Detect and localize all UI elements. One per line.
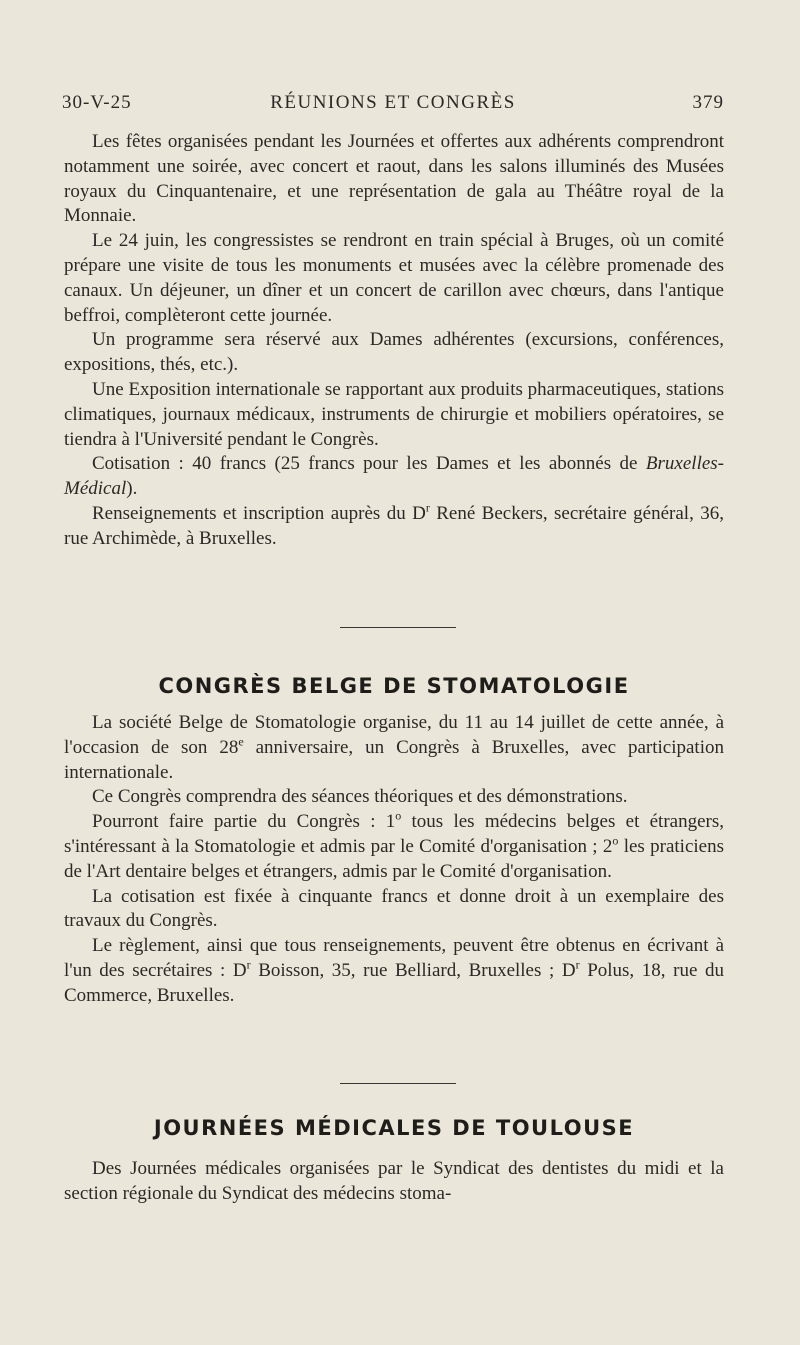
journal-title: Bruxelles-Médical bbox=[64, 453, 724, 500]
paragraph: Un programme sera réservé aux Dames adhérentes (excursions, conférences, expositions, thés, etc.). bbox=[64, 329, 724, 376]
paragraph-renseignements: Renseignements et inscription auprès du $D^r$ René Beckers, secrétaire général, 36, rue Archimède, à Bruxelles. bbox=[64, 500, 724, 549]
header-title: RÉUNIONS ET CONGRÈS bbox=[270, 92, 516, 113]
paragraph: La société Belge de Stomatologie organise, du 11 au 14 juillet de cette année, à l'occasion de son 28e anniversaire, un Congrès à Bruxelles, avec participation internationale. bbox=[64, 712, 724, 783]
section-divider bbox=[340, 627, 456, 628]
section-heading-toulouse: JOURNÉES MÉDICALES DE TOULOUSE bbox=[153, 1116, 635, 1140]
paragraph: Le règlement, ainsi que tous renseignements, peuvent être obtenus en écrivant à l'un des secrétaires : $D^r$ Boisson, 35, rue Belliard, Bruxelles ; $D^r$ Polus, 18, rue du Commerce, Bruxelles. bbox=[64, 935, 724, 1006]
section-divider bbox=[340, 1083, 456, 1084]
paragraph: Les fêtes organisées pendant les Journées et offertes aux adhérents comprendront notamment une soirée, avec concert et raout, dans les salons illuminés des Musées royaux du Cinquantenaire, et une représentation de gala au Théâtre royal de la Monnaie. bbox=[64, 131, 724, 227]
paragraph: Le 24 juin, les congressistes se rendront en train spécial à Bruges, où un comité prépare une visite de tous les monuments et musées avec la célèbre promenade des canaux. Un déjeuner, un dîner et un concert de carillon avec chœurs, dans l'antique beffroi, complèteront cette journée. bbox=[64, 230, 724, 326]
paragraph: Des Journées médicales organisées par le Syndicat des dentistes du midi et la section régionale du Syndicat des médecins stoma- bbox=[64, 1158, 724, 1204]
page-number: 379 bbox=[692, 92, 724, 113]
section-congres-stomatologie bbox=[64, 711, 724, 1009]
paragraph: La cotisation est fixée à cinquante francs et donne droit à un exemplaire des travaux du Congrès. bbox=[64, 885, 724, 932]
section-heading-stomatologie: CONGRÈS BELGE DE STOMATOLOGIE bbox=[158, 674, 630, 698]
header-date: 30-V-25 bbox=[62, 92, 132, 113]
section-bruxelles-journees bbox=[64, 130, 724, 552]
paragraph-cotisation: Cotisation : 40 francs (25 francs pour les Dames et les abonnés de Bruxelles-Médical). bbox=[64, 453, 724, 500]
paragraph: Une Exposition internationale se rapportant aux produits pharmaceutiques, stations climatiques, journaux médicaux, instruments de chirurgie et mobiliers opératoires, se tiendra à l'Université pendant le Congrès. bbox=[64, 378, 724, 450]
section-journees-toulouse bbox=[64, 1157, 724, 1207]
paragraph: Ce Congrès comprendra des séances théoriques et des démonstrations. bbox=[92, 786, 628, 808]
running-header bbox=[62, 92, 724, 120]
paragraph: Pourront faire partie du Congrès : 1$^o$ tous les médecins belges et étrangers, s'intéressant à la Stomatologie et admis par le Comité d'organisation ; 2$^o$ les praticiens de l'Art dentaire belges et étrangers, admis par le Comité d'organisation. bbox=[64, 808, 724, 882]
